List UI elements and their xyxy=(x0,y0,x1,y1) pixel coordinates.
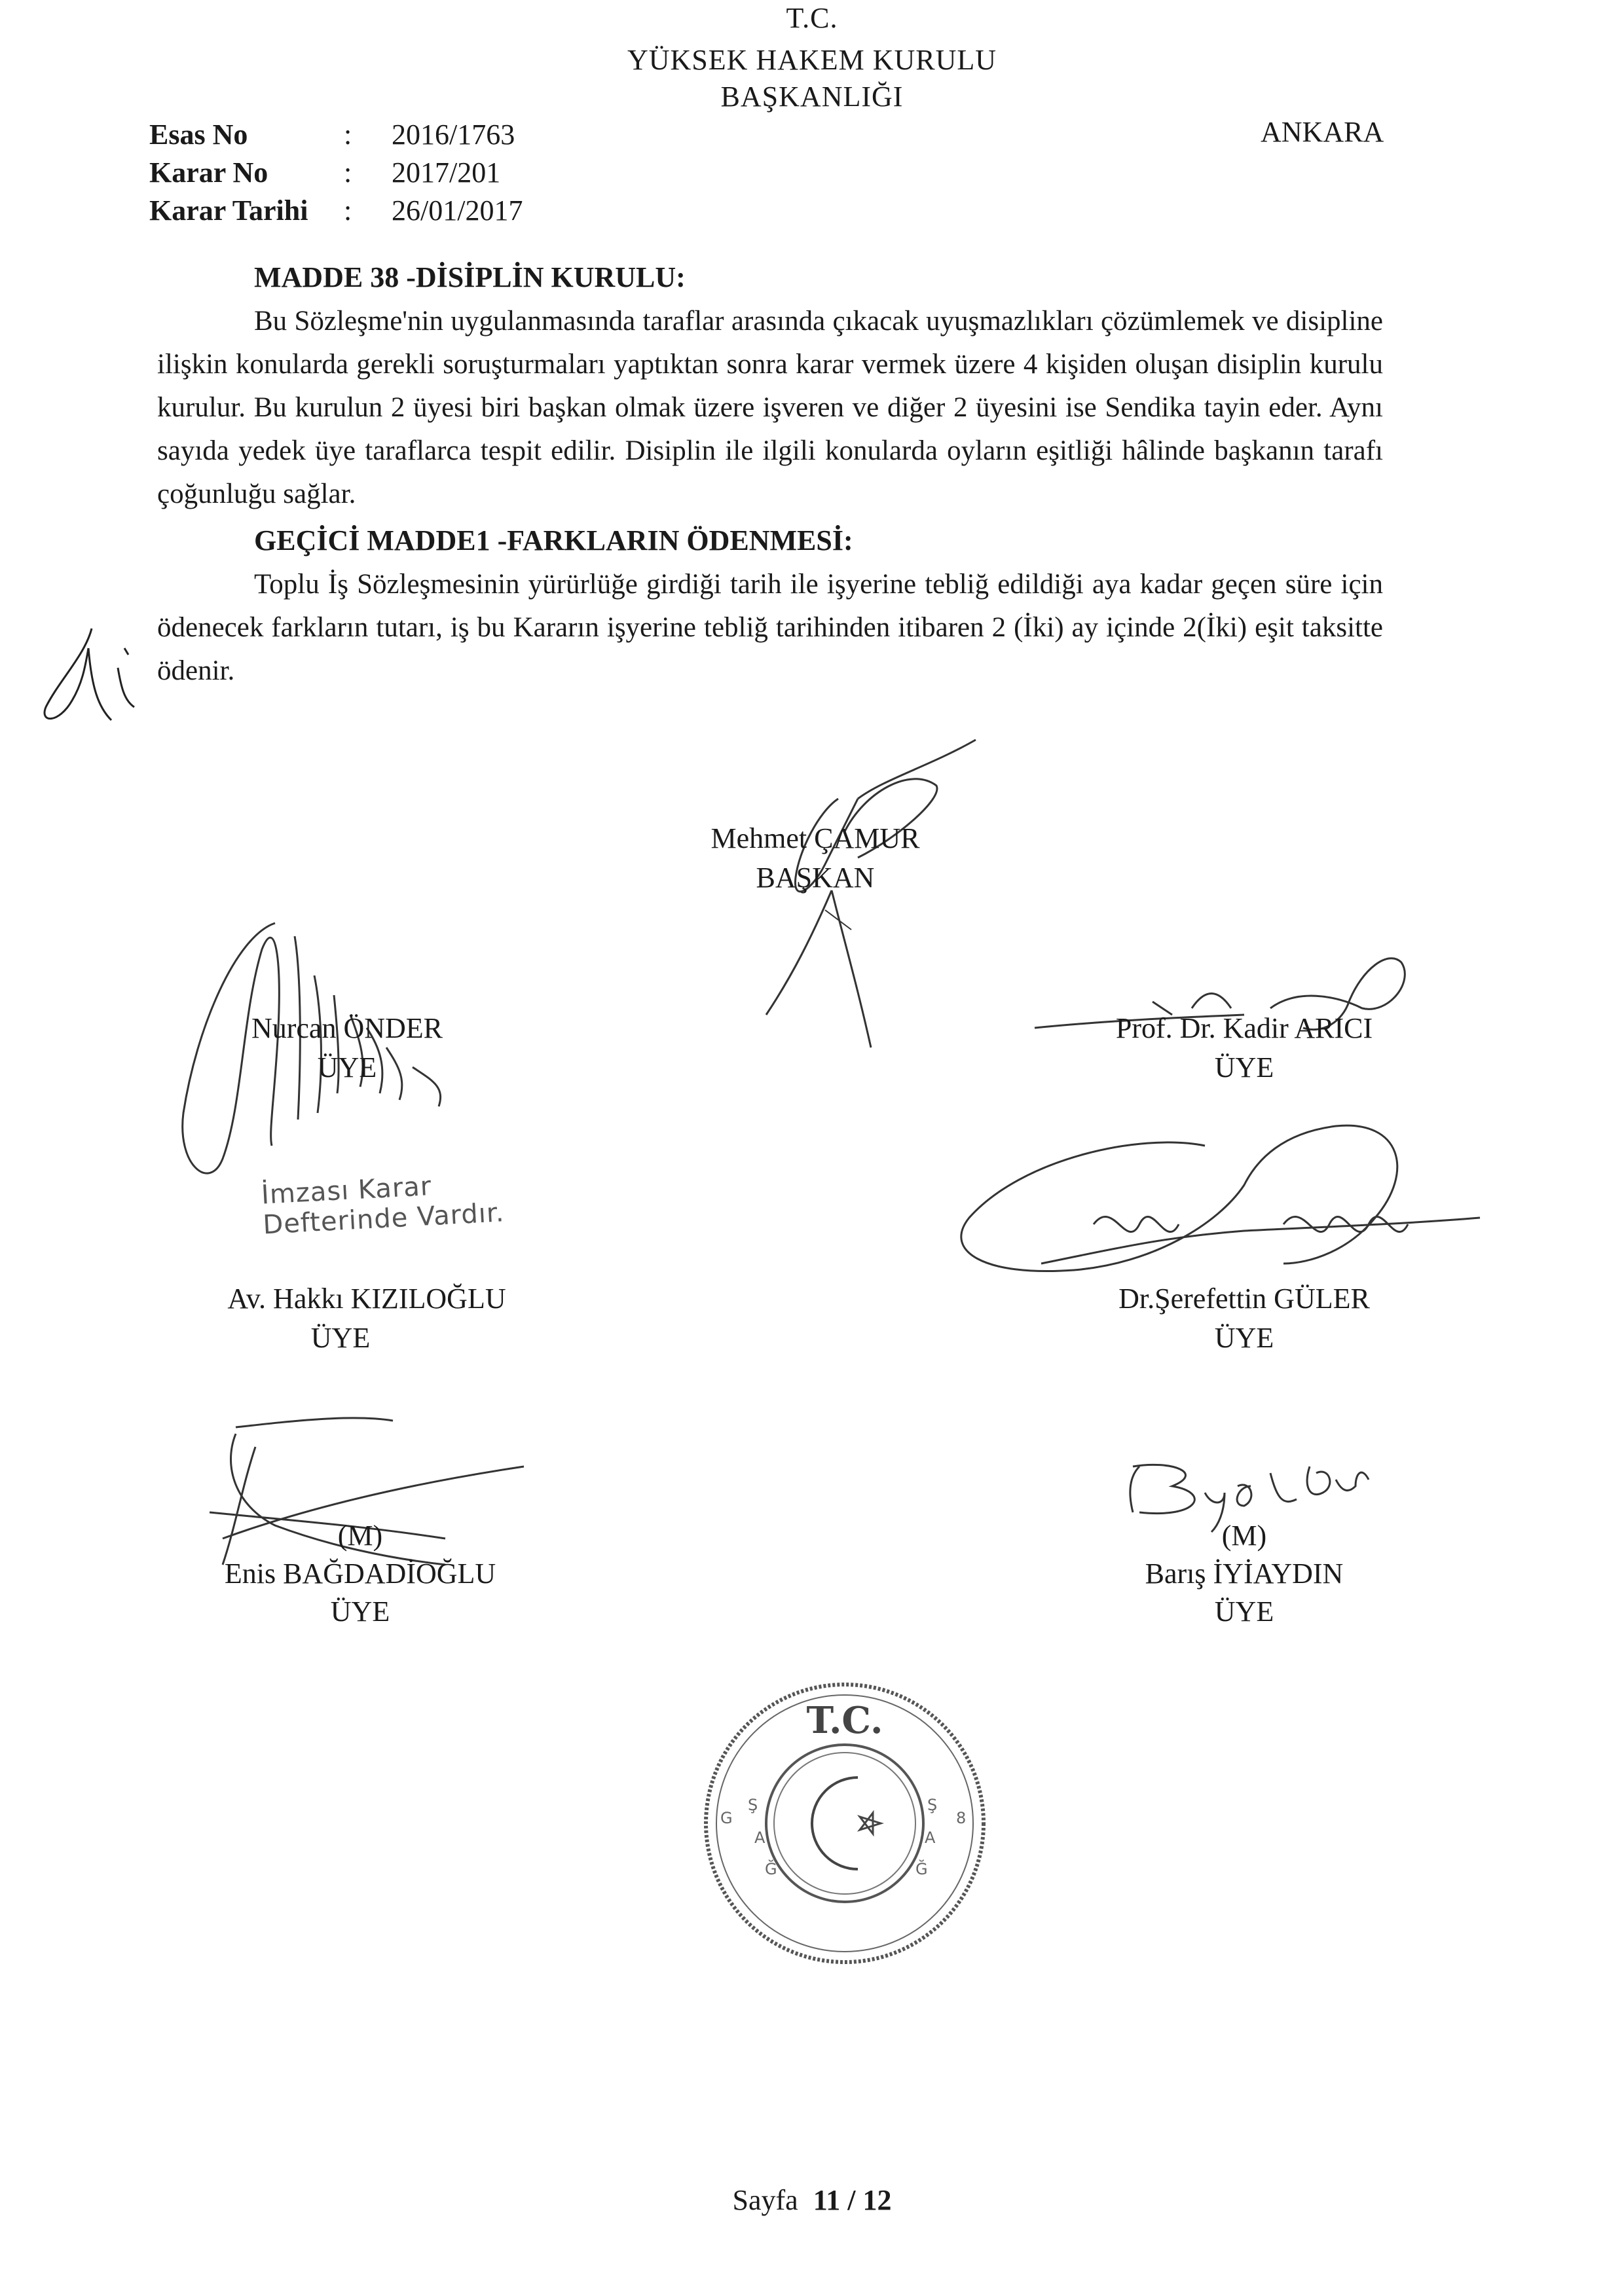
footer-total: 12 xyxy=(862,2184,892,2216)
svg-text:G: G xyxy=(720,1809,733,1827)
seal-emblem: T.C. xyxy=(806,1699,883,1742)
meta-label-karar: Karar No xyxy=(149,156,268,189)
official-seal xyxy=(694,1673,995,1974)
member3-role: ÜYE xyxy=(310,1322,371,1354)
svg-text:Ğ: Ğ xyxy=(915,1860,928,1878)
meta-colon: : xyxy=(344,156,352,189)
footer-prefix: Sayfa xyxy=(732,2184,798,2216)
member6-name: Barış İYİAYDIN xyxy=(1145,1558,1344,1590)
meta-value-tarih: 26/01/2017 xyxy=(392,194,523,227)
article-body: Bu Sözleşme'nin uygulanmasında taraflar arasında çıkacak uyuşmazlıkları çözümlemek ve disipline ilişkin konularda gerekli soruşturmaları yaptıktan sonra karar vermek üzere 4 kişiden oluşan disiplin kurulu kurulur. Bu kurulun 2 üyesi biri başkan olmak üzere işveren ve diğer 2 üyesini ise Sendika tayin eder. Aynı sayıda yedek üye taraflarca tespit edilir. Disiplin ile ilgili konularda oyların eşitliği hâlinde başkanın tarafı çoğunluğu sağlar. xyxy=(157,306,1383,509)
meta-value-esas: 2016/1763 xyxy=(392,118,515,151)
meta-colon: : xyxy=(344,118,352,151)
footer-separator: / xyxy=(840,2184,863,2216)
member3-name: Av. Hakkı KIZILOĞLU xyxy=(227,1283,506,1315)
member5-role: ÜYE xyxy=(330,1595,390,1628)
margin-initial-signature xyxy=(20,609,151,753)
page-footer xyxy=(0,2183,1624,2217)
header-institution: YÜKSEK HAKEM KURULU xyxy=(627,44,997,76)
member4-role: ÜYE xyxy=(1214,1322,1274,1354)
member4-name: Dr.Şerefettin GÜLER xyxy=(1118,1283,1370,1315)
svg-text:Ğ: Ğ xyxy=(765,1860,777,1878)
member5-prefix: (M) xyxy=(337,1520,383,1552)
article-body: Toplu İş Sözleşmesinin yürürlüğe girdiği tarih ile işyerine tebliğ edildiği aya kadar geçen süre için ödenecek farkların tutarı, iş bu Kararın işyerine tebliğ tarihinden itibaren 2 (İki) ay içinde 2(İki) eşit taksitte ödenir. xyxy=(157,569,1383,686)
member1-role: ÜYE xyxy=(317,1051,377,1084)
article-heading: MADDE 38 -DİSİPLİN KURULU: xyxy=(254,261,686,293)
member1-name: Nurcan ÖNDER xyxy=(251,1012,443,1044)
article-heading: GEÇİCİ MADDE1 -FARKLARIN ÖDENMESİ: xyxy=(254,524,853,556)
member2-name: Prof. Dr. Kadir ARICI xyxy=(1115,1012,1373,1044)
president-role: BAŞKAN xyxy=(756,862,875,894)
meta-label-tarih: Karar Tarihi xyxy=(149,194,308,227)
member2-role: ÜYE xyxy=(1214,1051,1274,1084)
member6-role: ÜYE xyxy=(1214,1595,1274,1628)
svg-text:8: 8 xyxy=(956,1809,967,1827)
svg-text:A: A xyxy=(925,1829,936,1847)
member1-stamp-note: İmzası Karar Defterinde Vardır. xyxy=(260,1171,506,1241)
svg-text:Ş: Ş xyxy=(748,1796,758,1814)
header-tc: T.C. xyxy=(786,2,838,34)
member6-prefix: (M) xyxy=(1221,1520,1267,1552)
member5-name: Enis BAĞDADİOĞLU xyxy=(224,1558,496,1590)
footer-page: 11 xyxy=(813,2184,841,2216)
meta-value-karar: 2017/201 xyxy=(392,156,501,189)
svg-text:Ş: Ş xyxy=(927,1796,938,1814)
meta-colon: : xyxy=(344,194,352,227)
meta-label-esas: Esas No xyxy=(149,118,248,151)
header-presidency: BAŞKANLIĞI xyxy=(720,81,904,113)
location: ANKARA xyxy=(1261,116,1384,148)
president-name: Mehmet ÇAMUR xyxy=(710,822,920,854)
svg-text:A: A xyxy=(754,1829,766,1847)
